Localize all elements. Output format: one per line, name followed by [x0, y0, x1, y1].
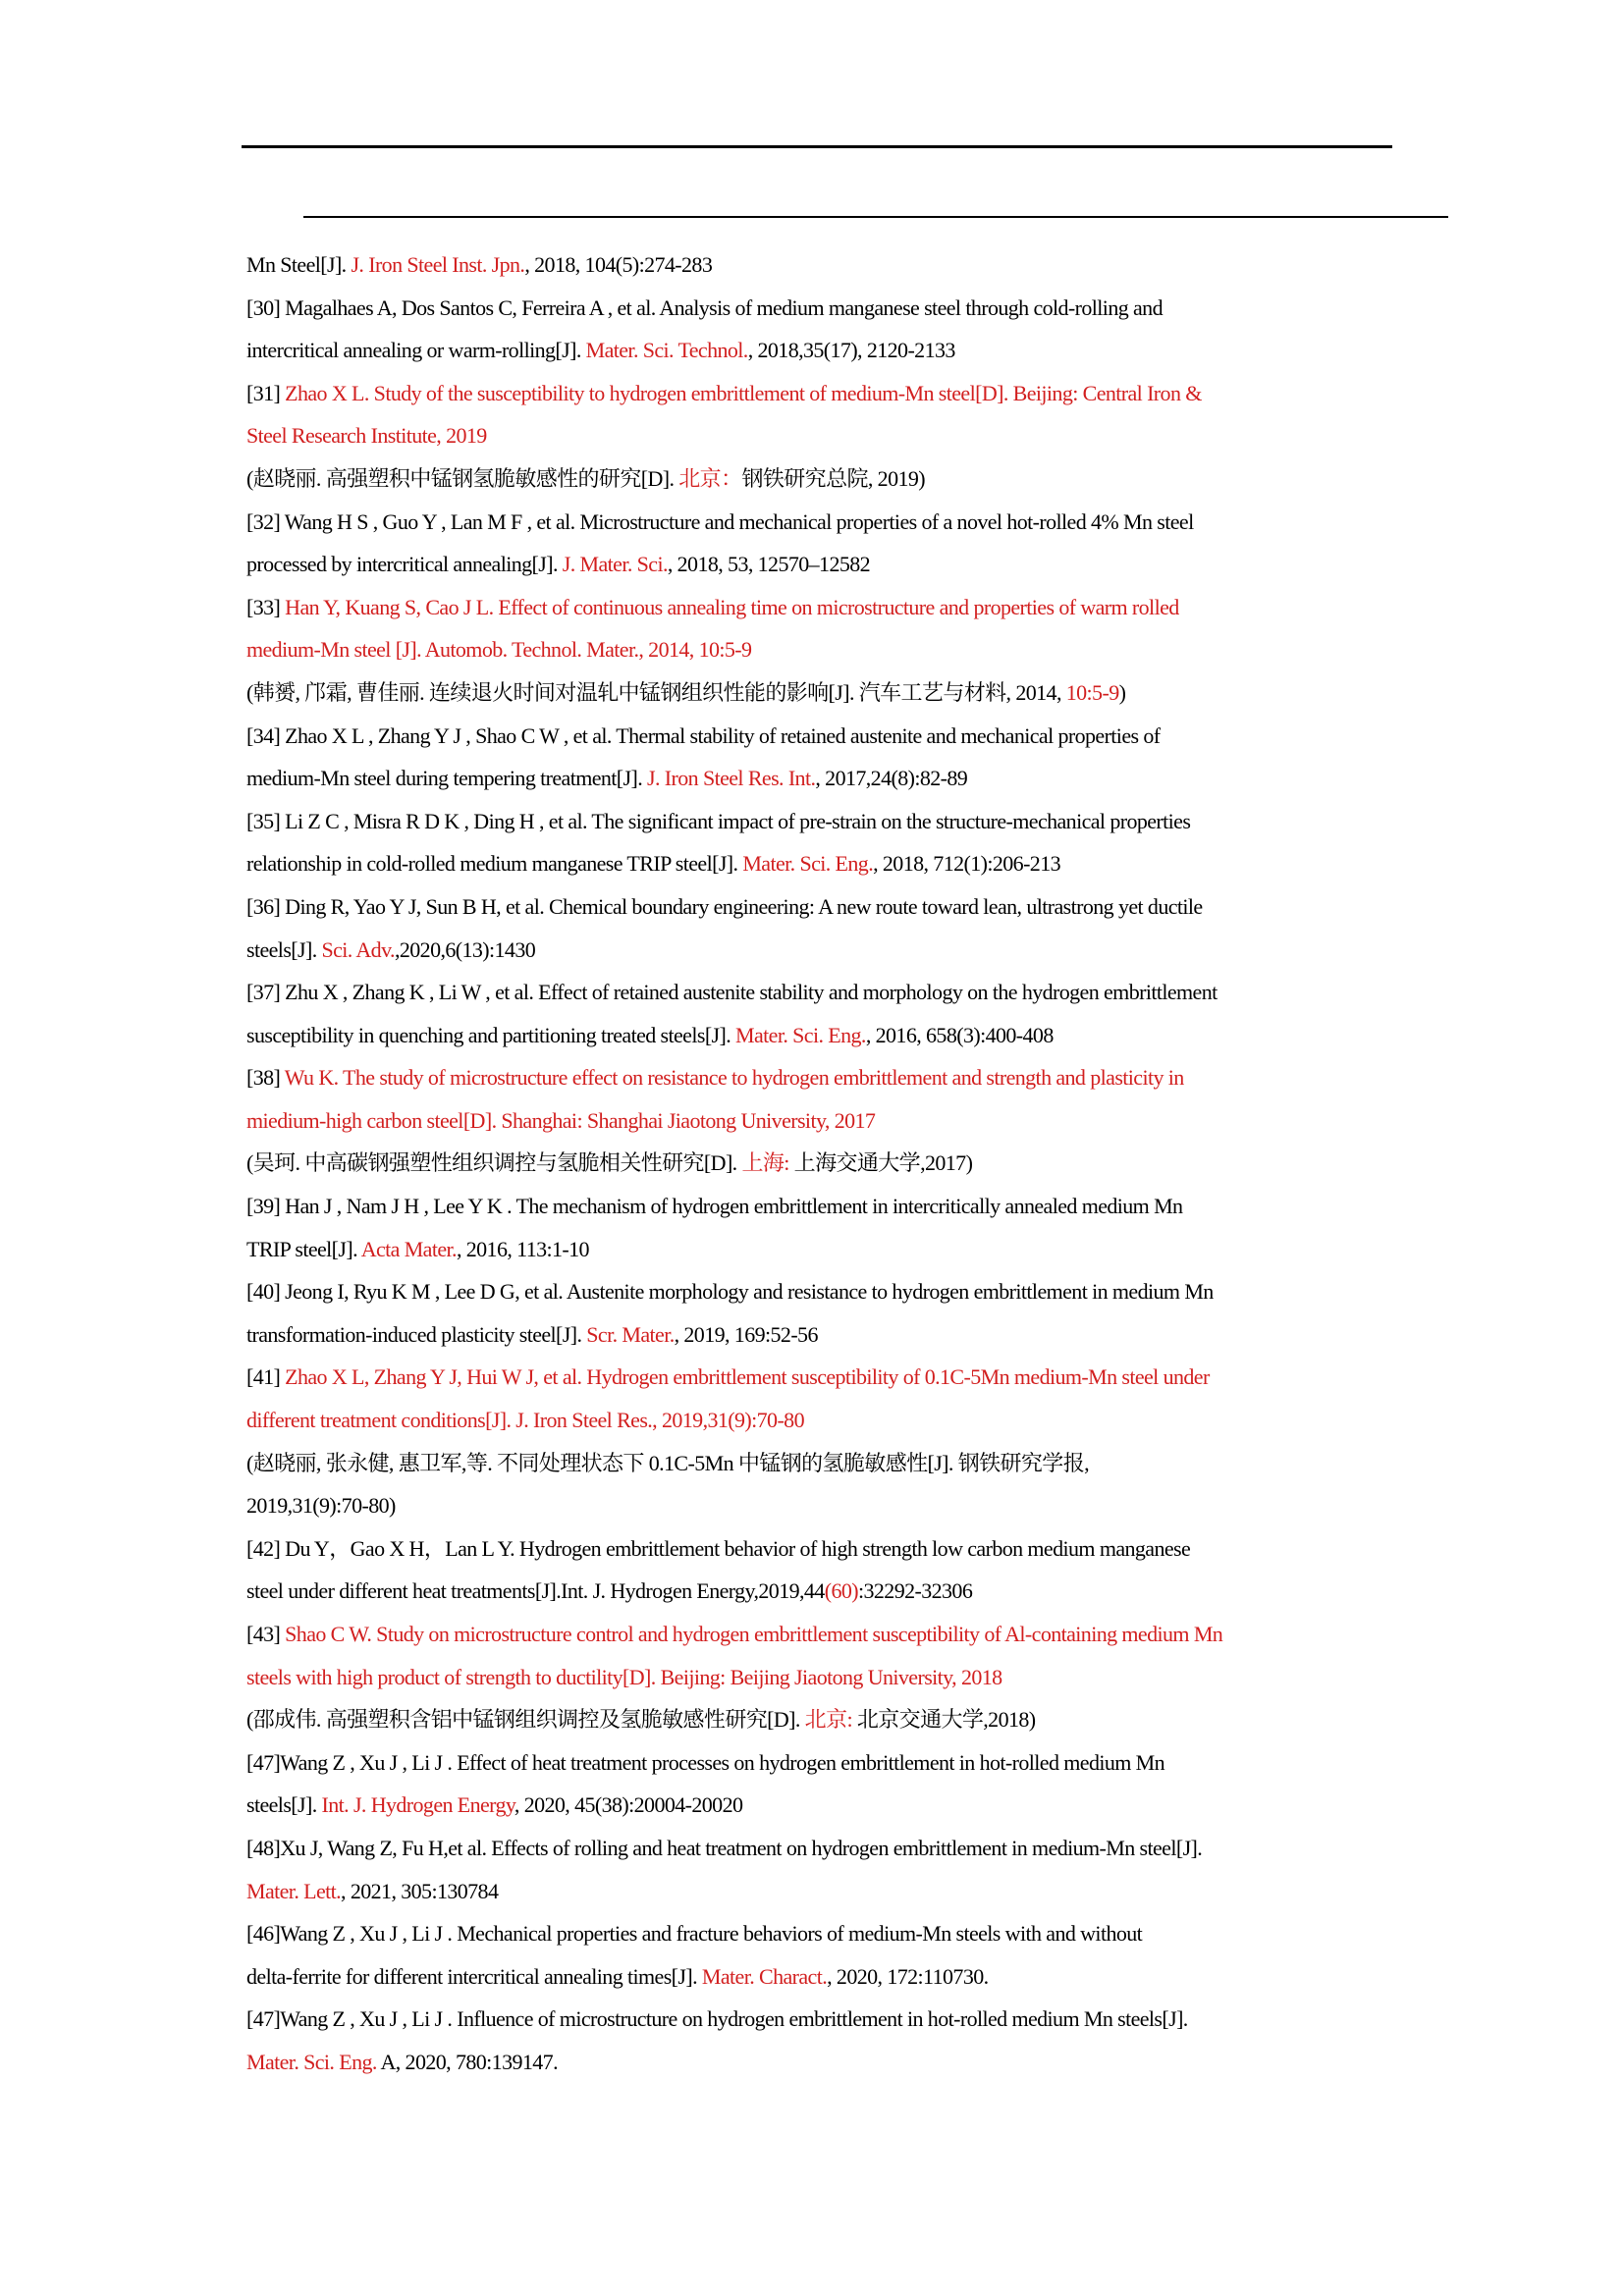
highlighted-text: Shao C W. Study on microstructure control and hydrogen embrittlement susceptibility of Al-containing medium Mn [285, 1622, 1223, 1646]
highlighted-text: Sci. Adv. [321, 936, 395, 962]
reference-text: [39] Han J , Nam J H , Lee Y K . The mechanism of hydrogen embrittlement in intercritically annealed medium Mn [246, 1194, 1183, 1219]
reference-text: TRIP steel[J]. [246, 1236, 361, 1261]
highlighted-text: 北京： [678, 465, 742, 491]
reference-line [246, 929, 1395, 972]
reference-line [246, 757, 1395, 800]
reference-list [246, 243, 1395, 2084]
reference-line [246, 457, 1395, 501]
reference-line [246, 2041, 1395, 2084]
highlighted-text: J. Iron Steel Res. Int. [647, 766, 816, 791]
highlighted-text: Scr. Mater. [586, 1321, 675, 1347]
reference-text: intercritical annealing or warm-rolling[J]. [246, 338, 586, 363]
reference-line [246, 1356, 1395, 1399]
reference-text: [41] [246, 1364, 286, 1390]
highlighted-text: different treatment conditions[J]. J. Iron Steel Res., 2019,31(9):70-80 [246, 1408, 804, 1433]
reference-text: , 2018, 104(5):274-283 [524, 252, 713, 277]
highlighted-text: 上海: [741, 1150, 789, 1176]
highlighted-text: miedium-high carbon steel[D]. Shanghai: Shanghai Jiaotong University, 2017 [246, 1107, 876, 1133]
highlighted-text: J. Iron Steel Inst. Jpn. [351, 252, 525, 277]
reference-line [246, 414, 1395, 457]
highlighted-text: Mater. Sci. Technol. [585, 338, 748, 363]
reference-text: (赵晓丽. 高强塑积中锰钢氢脆敏感性的研究[D]. [246, 465, 679, 491]
reference-text: (韩赟, 邝霜, 曹佳丽. 连续退火时间对温轧中锰钢组织性能的影响[J]. 汽车工艺与材料, 2014, [246, 679, 1066, 705]
reference-text: , 2019, 169:52-56 [674, 1321, 818, 1347]
reference-text: [47]Wang Z , Xu J , Li J . Effect of heat treatment processes on hydrogen embrittlement in hot-rolled medium Mn [246, 1749, 1165, 1775]
reference-line [246, 1912, 1395, 1955]
reference-text: , 2016, 658(3):400-408 [865, 1022, 1054, 1047]
reference-line [246, 1827, 1395, 1870]
highlighted-text: Acta Mater. [360, 1236, 457, 1261]
reference-text: (吴珂. 中高碳钢强塑性组织调控与氢脆相关性研究[D]. [246, 1150, 742, 1176]
reference-line [246, 1442, 1395, 1485]
reference-text: 北京交通大学,2018) [851, 1707, 1036, 1733]
reference-text: [36] Ding R, Yao Y J, Sun B H, et al. Chemical boundary engineering: A new route toward lean, ultrastrong yet ductile [246, 893, 1203, 919]
reference-text: , 2018, 53, 12570–12582 [667, 552, 871, 577]
reference-line [246, 1955, 1395, 1999]
reference-text: ,2020,6(13):1430 [394, 936, 536, 962]
reference-text: A, 2020, 780:139147. [376, 2049, 558, 2074]
reference-text: steels[J]. [246, 1792, 322, 1818]
reference-text: [37] Zhu X , Zhang K , Li W , et al. Effect of retained austenite stability and morphology on the hydrogen embrittlement [246, 980, 1218, 1005]
reference-line [246, 1998, 1395, 2041]
reference-line [246, 1185, 1395, 1228]
reference-text: [47]Wang Z , Xu J , Li J . Influence of microstructure on hydrogen embrittlement in hot-rolled medium Mn steels[J]. [246, 2006, 1188, 2032]
reference-text: steel under different heat treatments[J].Int. J. Hydrogen Energy,2019,44 [246, 1578, 825, 1604]
highlighted-text: Mater. Sci. Eng. [742, 851, 874, 877]
reference-line [246, 971, 1395, 1014]
reference-text: [34] Zhao X L , Zhang Y J , Shao C W , et al. Thermal stability of retained austenite and mechanical properties of [246, 722, 1161, 748]
reference-text: , 2020, 172:110730. [827, 1963, 989, 1989]
highlighted-text: Steel Research Institute, 2019 [246, 423, 487, 449]
reference-line [246, 586, 1395, 629]
reference-text: medium-Mn steel during tempering treatment[J]. [246, 766, 648, 791]
highlighted-text: J. Mater. Sci. [562, 552, 668, 577]
highlighted-text: medium-Mn steel [J]. Automob. Technol. Mater., 2014, 10:5-9 [246, 637, 752, 663]
reference-text: susceptibility in quenching and partitioning treated steels[J]. [246, 1022, 736, 1047]
reference-text: [38] [246, 1065, 285, 1091]
reference-text: [31] [246, 380, 286, 405]
reference-line [246, 1741, 1395, 1785]
reference-line [246, 1228, 1395, 1271]
highlighted-text: Zhao X L, Zhang Y J, Hui W J, et al. Hydrogen embrittlement susceptibility of 0.1C-5Mn medium-Mn steel under [285, 1364, 1210, 1390]
reference-line [246, 1613, 1395, 1656]
reference-text: [30] Magalhaes A, Dos Santos C, Ferreira A , et al. Analysis of medium manganese steel through cold-rolling and [246, 294, 1163, 320]
highlighted-text: Int. J. Hydrogen Energy [321, 1792, 514, 1818]
highlighted-text: Han Y, Kuang S, Cao J L. Effect of continuous annealing time on microstructure and properties of warm rolled [285, 594, 1179, 619]
reference-text: [42] Du Y，Gao X H，Lan L Y. Hydrogen embrittlement behavior of high strength low carbon medium manganese [246, 1535, 1191, 1561]
reference-line [246, 329, 1395, 372]
reference-text: 钢铁研究总院, 2019) [741, 465, 926, 491]
reference-text: , 2016, 113:1-10 [456, 1236, 589, 1261]
reference-line [246, 885, 1395, 929]
reference-line [246, 1270, 1395, 1313]
reference-line [246, 1698, 1395, 1741]
reference-line [246, 1142, 1395, 1185]
reference-text: Mn Steel[J]. [246, 252, 352, 277]
highlighted-text: 10:5-9 [1065, 679, 1119, 705]
header-rule-second [303, 216, 1448, 218]
reference-text: :32292-32306 [857, 1578, 973, 1604]
reference-text: relationship in cold-rolled medium manganese TRIP steel[J]. [246, 851, 743, 877]
reference-line [246, 1099, 1395, 1143]
highlighted-text: Wu K. The study of microstructure effect on resistance to hydrogen embrittlement and strength and plasticity in [284, 1065, 1184, 1091]
reference-text: [32] Wang H S , Guo Y , Lan M F , et al. Microstructure and mechanical properties of a novel hot-rolled 4% Mn steel [246, 508, 1194, 534]
reference-text: [43] [246, 1622, 286, 1646]
highlighted-text: Mater. Lett. [246, 1878, 342, 1903]
highlighted-text: steels with high product of strength to ductility[D]. Beijing: Beijing Jiaotong University, 2018 [246, 1664, 1002, 1689]
highlighted-text: 北京: [804, 1707, 852, 1733]
reference-line [246, 671, 1395, 715]
reference-line [246, 1527, 1395, 1571]
reference-text: , 2018, 712(1):206-213 [873, 851, 1061, 877]
reference-line [246, 1313, 1395, 1357]
highlighted-text: Mater. Sci. Eng. [246, 2049, 377, 2074]
reference-line [246, 1399, 1395, 1442]
reference-text: [46]Wang Z , Xu J , Li J . Mechanical properties and fracture behaviors of medium-Mn steels with and without [246, 1921, 1143, 1947]
reference-text: steels[J]. [246, 936, 322, 962]
reference-text: , 2017,24(8):82-89 [815, 766, 968, 791]
highlighted-text: (60) [824, 1578, 858, 1604]
reference-text: 2019,31(9):70-80) [246, 1493, 396, 1519]
reference-line [246, 715, 1395, 758]
reference-line [246, 628, 1395, 671]
reference-line [246, 1870, 1395, 1913]
reference-line [246, 243, 1395, 287]
reference-line [246, 1484, 1395, 1527]
reference-line [246, 1014, 1395, 1057]
reference-line [246, 543, 1395, 586]
reference-text: ) [1118, 679, 1126, 705]
reference-text: (邵成伟. 高强塑积含铝中锰钢组织调控及氢脆敏感性研究[D]. [246, 1707, 805, 1733]
reference-text: 上海交通大学,2017) [788, 1150, 973, 1176]
highlighted-text: Mater. Charact. [701, 1963, 828, 1989]
reference-text: , 2018,35(17), 2120-2133 [747, 338, 955, 363]
reference-text: [48]Xu J, Wang Z, Fu H,et al. Effects of rolling and heat treatment on hydrogen embrittlement in medium-Mn steel[J]. [246, 1835, 1203, 1860]
reference-text: , 2021, 305:130784 [341, 1878, 499, 1903]
reference-line [246, 800, 1395, 843]
reference-text: [33] [246, 594, 286, 619]
reference-line [246, 1570, 1395, 1613]
reference-text: delta-ferrite for different intercritical annealing times[J]. [246, 1963, 702, 1989]
reference-line [246, 501, 1395, 544]
reference-line [246, 1656, 1395, 1699]
reference-text: [35] Li Z C , Misra R D K , Ding H , et al. The significant impact of pre-strain on the structure-mechanical properties [246, 808, 1191, 833]
reference-text: , 2020, 45(38):20004-20020 [514, 1792, 743, 1818]
reference-text: (赵晓丽, 张永健, 惠卫军,等. 不同处理状态下 0.1C-5Mn 中锰钢的氢脆敏感性[J]. 钢铁研究学报, [246, 1450, 1090, 1475]
reference-line [246, 287, 1395, 330]
highlighted-text: Mater. Sci. Eng. [735, 1022, 866, 1047]
reference-line [246, 372, 1395, 415]
reference-text: transformation-induced plasticity steel[J]. [246, 1321, 587, 1347]
reference-line [246, 842, 1395, 885]
highlighted-text: Zhao X L. Study of the susceptibility to hydrogen embrittlement of medium-Mn steel[D]. Beijing: Central Iron & [285, 380, 1202, 405]
reference-text: processed by intercritical annealing[J]. [246, 552, 563, 577]
reference-line [246, 1056, 1395, 1099]
reference-line [246, 1784, 1395, 1827]
header-rule-top [242, 145, 1392, 148]
reference-text: [40] Jeong I, Ryu K M , Lee D G, et al. Austenite morphology and resistance to hydrogen embrittlement in medium Mn [246, 1279, 1214, 1305]
